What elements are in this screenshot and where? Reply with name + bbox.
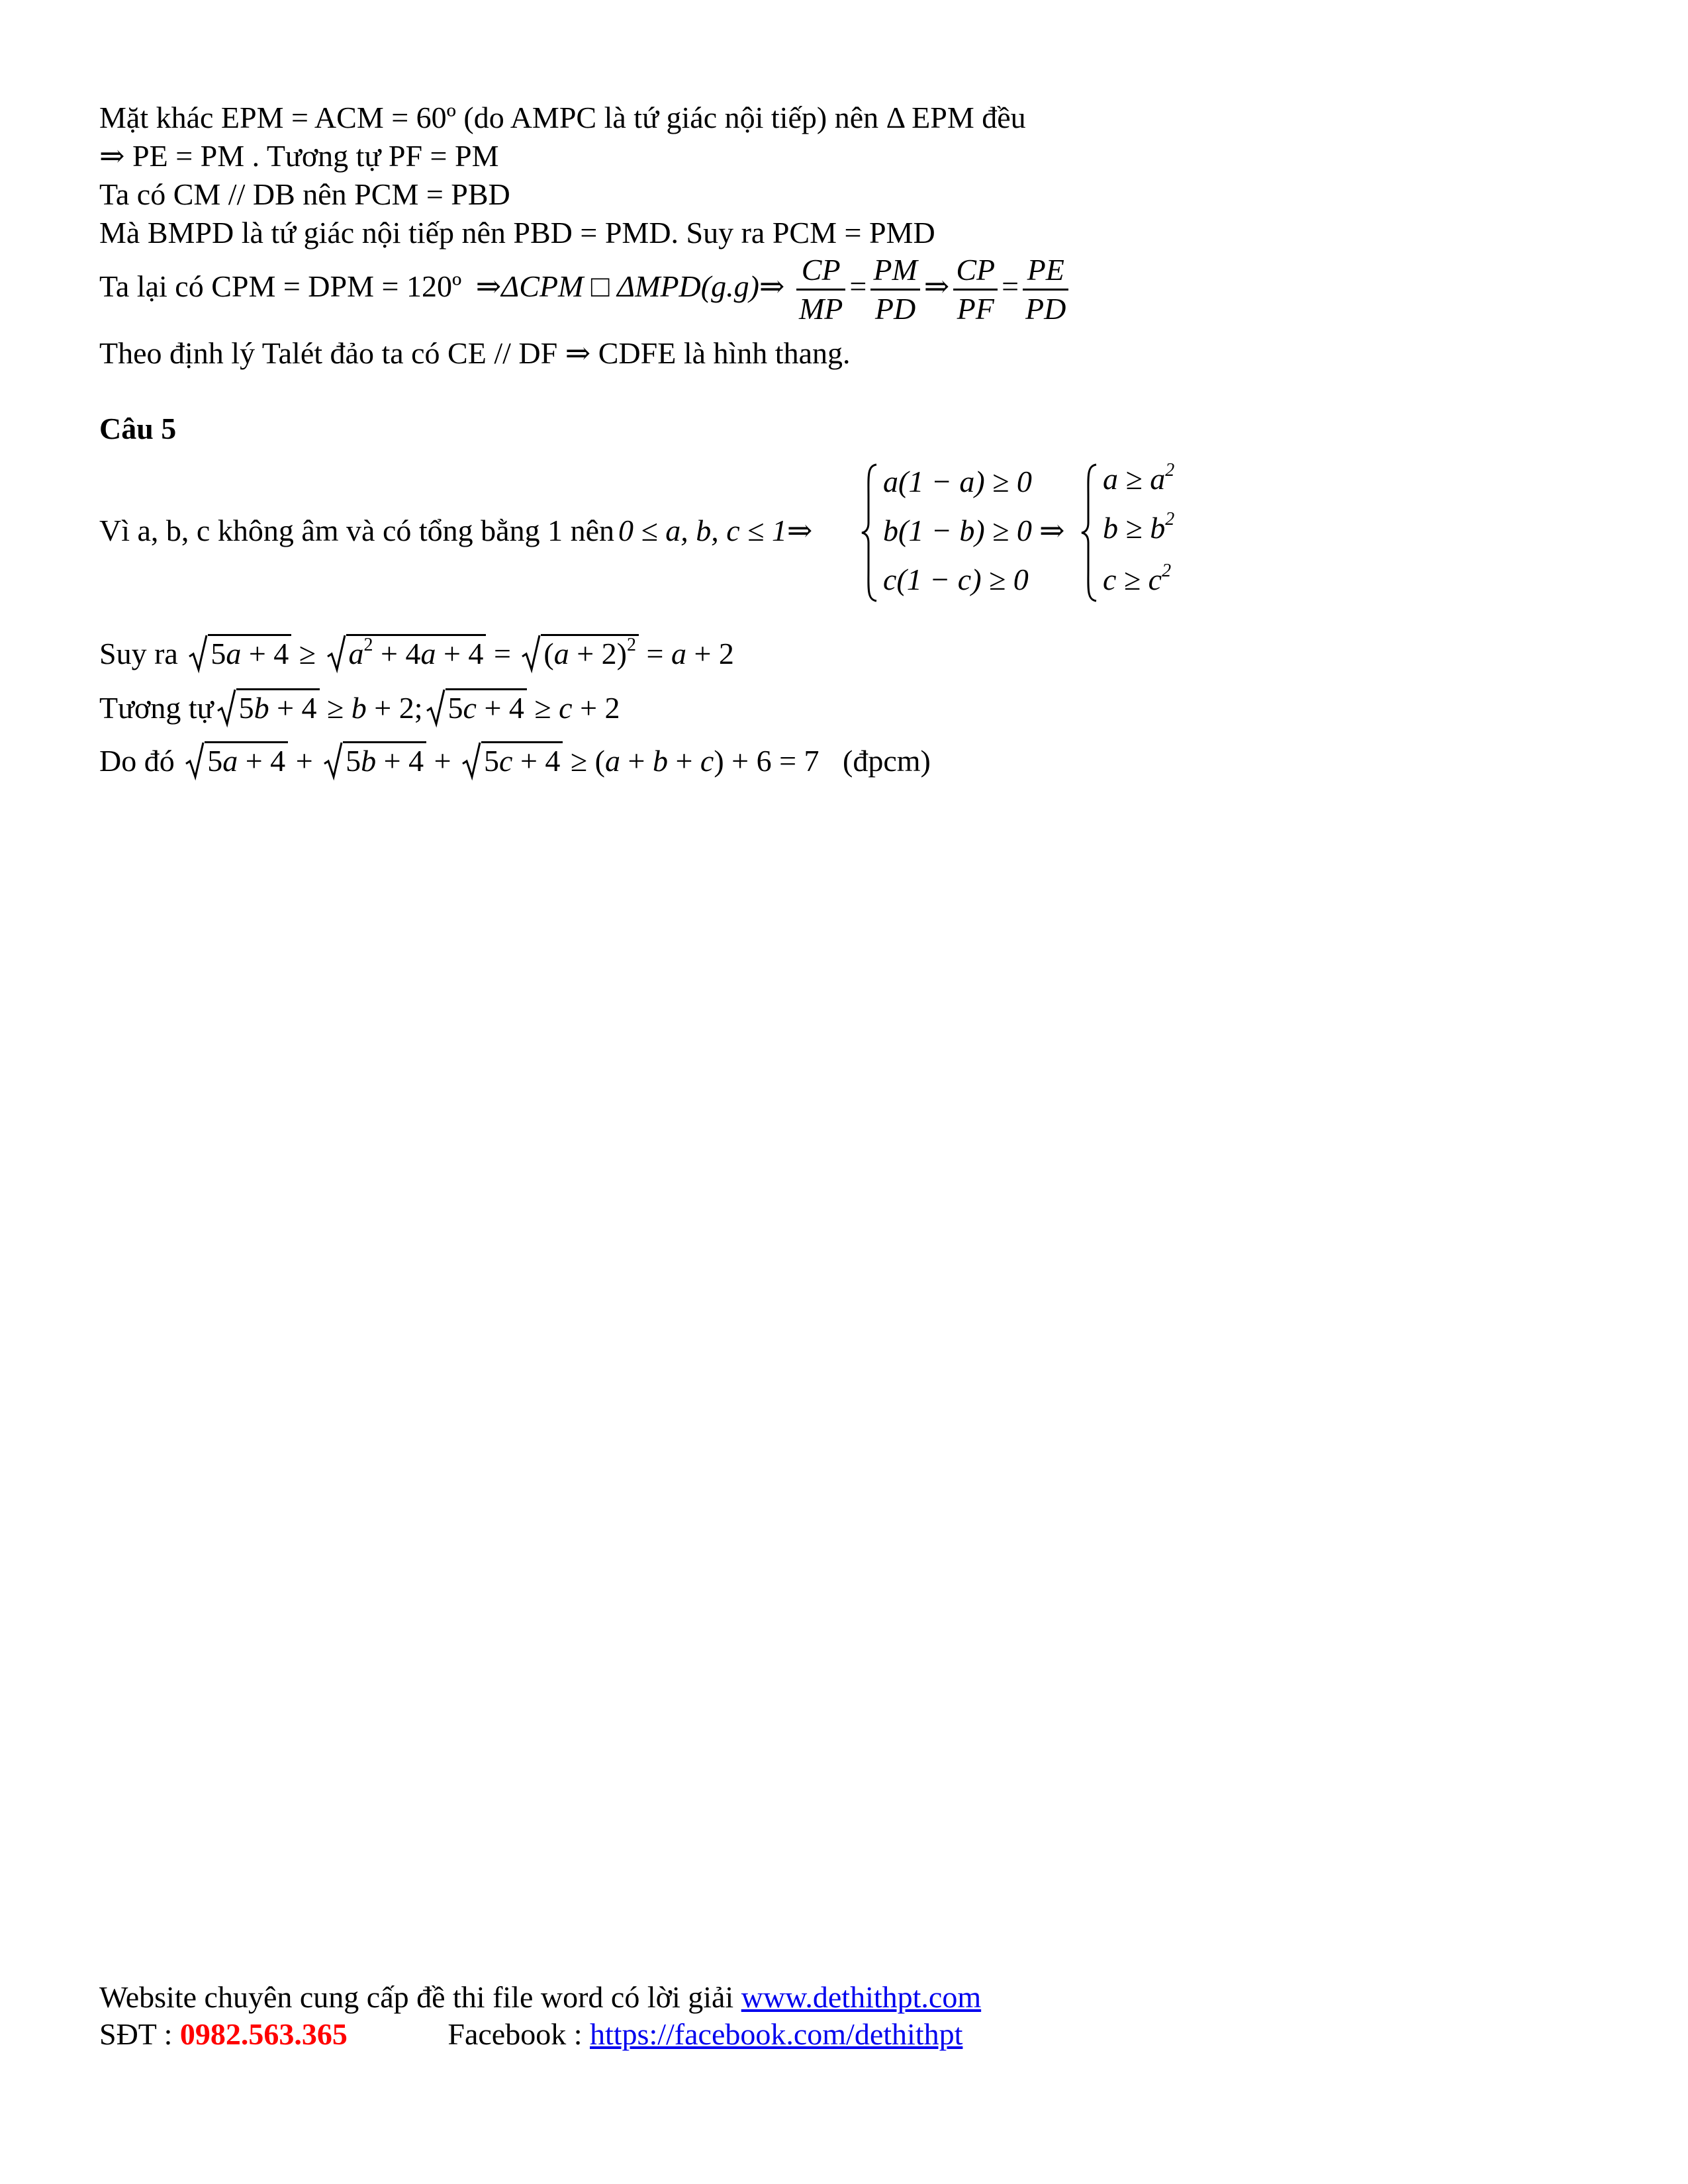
sqrt-a2-4a-4: $a^2 + 4a + 4$ <box>326 634 487 672</box>
system1-row-b: b(1 − b) ≥ 0 <box>883 514 1032 547</box>
sqrt-5b-4: 5b + 4 <box>216 688 320 727</box>
system1-row-c: c(1 − c) ≥ 0 <box>883 563 1029 596</box>
implies-symbol: ⇒ <box>1039 514 1065 547</box>
sqrt-sum-c: 5c + 4 <box>461 741 563 780</box>
footer-website-line <box>99 1979 981 2016</box>
text-line-4: Mà BMPD là tứ giác nội tiếp nên PBD = PMD. Suy ra PCM = PMD <box>99 216 935 250</box>
footer-contact-line <box>99 2016 962 2053</box>
fraction-cp-mp: $\frac{CP}{MP}$ <box>796 251 845 328</box>
ratio-equation-line: Ta lại có CPM = DPM = 120º ⇒ΔCPM □ ΔMPD(g.g)⇒ $\frac{CP}{MP}$ = $\frac{PM}{PD}$ ⇒ $\frac{CP}{PF}$ = $\frac{PE}{PD}$ <box>99 251 1072 328</box>
similar-triangles: ⇒ΔCPM □ ΔMPD(g.g)⇒ <box>475 269 785 304</box>
footer-website-text: Website chuyên cung cấp đề thi file word có lời giải <box>99 1980 734 2014</box>
system2-row-a: $a \ge a^2$ <box>1103 460 1175 496</box>
sqrt-5a-4: 5a + 4 <box>188 634 291 672</box>
fraction-pe-pd: $\frac{PE}{PD}$ <box>1023 251 1068 328</box>
sqrt-5c-4: 5c + 4 <box>426 688 527 727</box>
fraction-pm-pd: $\frac{PM}{PD}$ <box>870 251 919 328</box>
website-link[interactable]: www.dethithpt.com <box>741 1980 982 2014</box>
ratio-prefix: Ta lại có CPM = DPM = 120º <box>99 269 462 304</box>
facebook-label: Facebook : <box>447 2017 583 2051</box>
phone-number: 0982.563.365 <box>179 2017 348 2051</box>
facebook-link[interactable]: https://facebook.com/dethithpt <box>589 2017 963 2051</box>
sqrt-a-plus-2-squared: $(a + 2)^2$ <box>521 634 639 672</box>
sqrt-sum-b: 5b + 4 <box>323 741 426 780</box>
phone-label: SĐT : <box>99 2017 173 2051</box>
left-brace-icon <box>1080 463 1098 602</box>
text-line-2: ⇒ PE = PM . Tương tự PF = PM <box>99 139 499 173</box>
condition-line: Vì a, b, c không âm và có tổng bằng 1 nên 0 ≤ a, b, c ≤ 1⇒ <box>99 514 813 547</box>
inequality-system-2 <box>1080 457 1213 609</box>
range-condition: 0 ≤ a, b, c ≤ 1 <box>618 514 787 547</box>
sqrt-inequality-line-1: Suy ra 5a + 4 ≥ $a^2 + 4a + 4$ = $(a + 2)^2 = a + 2$ <box>99 634 734 672</box>
question-heading: Câu 5 <box>99 412 177 445</box>
system2-row-b: $b \ge b^2$ <box>1103 509 1175 545</box>
text-line-3: Ta có CM // DB nên PCM = PBD <box>99 177 510 211</box>
system1-row-a: a(1 − a) ≥ 0 <box>883 465 1032 498</box>
left-brace-icon <box>861 463 878 602</box>
text-line-1: Mặt khác EPM = ACM = 60º (do AMPC là tứ giác nội tiếp) nên Δ EPM đều <box>99 101 1026 134</box>
sqrt-sum-a: 5a + 4 <box>185 741 288 780</box>
sqrt-sum-line: Do đó 5a + 4 + 5b + 4 + 5c + 4 ≥ (a + b + c) + 6 = 7 (đpcm) <box>99 741 931 780</box>
system2-row-c: $c \ge c^2$ <box>1103 561 1172 596</box>
fraction-cp-pf: $\frac{CP}{PF}$ <box>953 251 998 328</box>
sqrt-inequality-line-2: Tương tự 5b + 4 ≥ b + 2; 5c + 4 ≥ c + 2 <box>99 688 620 727</box>
text-line-6: Theo định lý Talét đảo ta có CE // DF ⇒ CDFE là hình thang. <box>99 336 851 370</box>
